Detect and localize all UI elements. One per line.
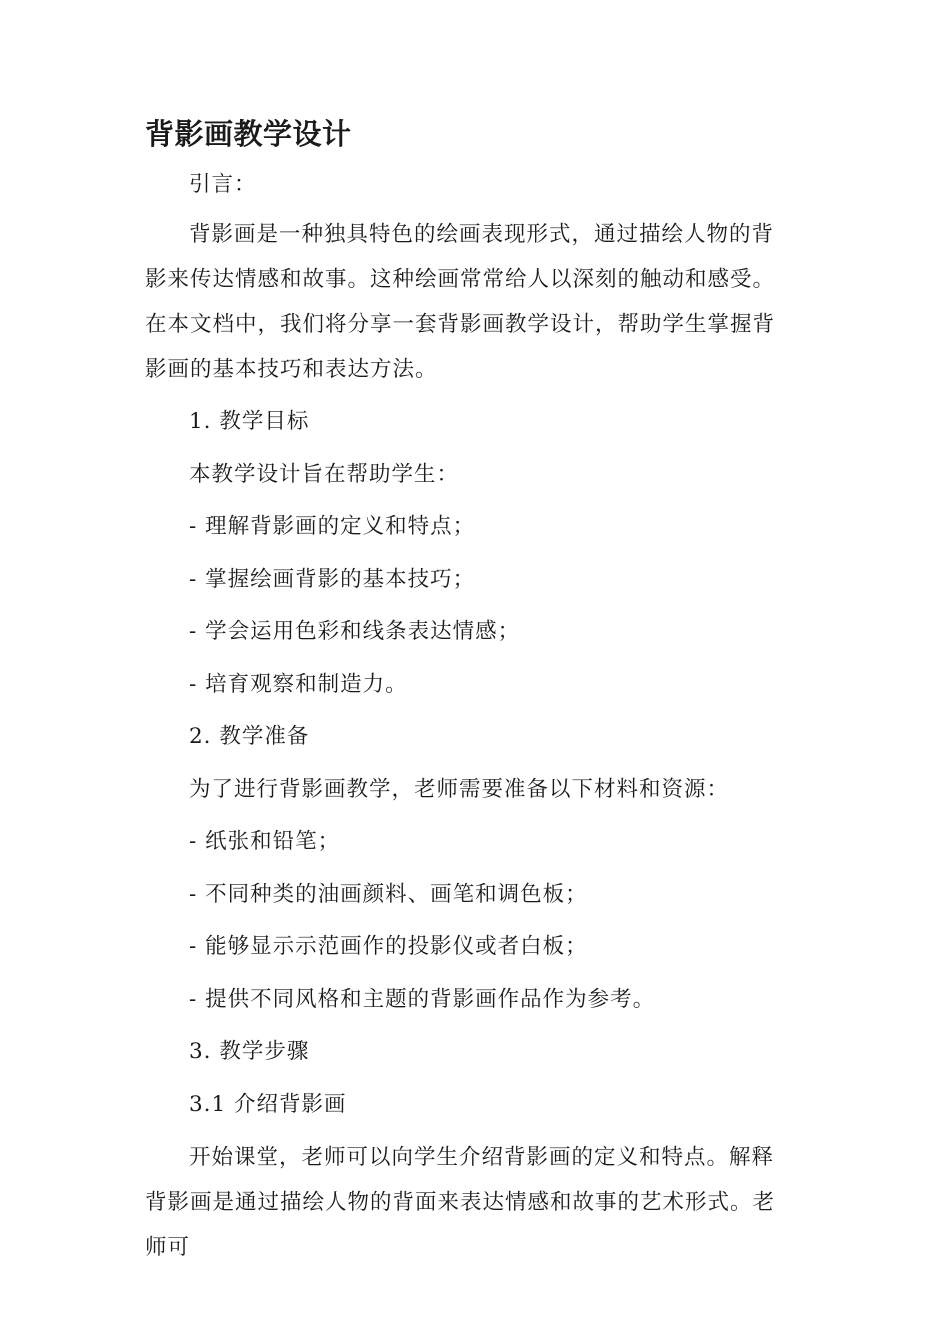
list-item: - 提供不同风格和主题的背影画作品作为参考。 — [189, 987, 656, 1012]
list-item: - 学会运用色彩和线条表达情感； — [189, 619, 521, 644]
section-heading-preparation: 2. 教学准备 — [189, 724, 310, 749]
list-item: - 培育观察和制造力。 — [189, 672, 408, 697]
list-item: - 纸张和铅笔； — [189, 829, 341, 854]
document-title: 背影画教学设计 — [145, 117, 352, 151]
goals-lead: 本教学设计旨在帮助学生： — [189, 462, 460, 487]
intro-label: 引言： — [189, 172, 257, 197]
section-heading-steps: 3. 教学步骤 — [189, 1039, 310, 1064]
list-item: - 掌握绘画背影的基本技巧； — [189, 567, 476, 592]
section-heading-goals: 1. 教学目标 — [189, 409, 310, 434]
preparation-lead: 为了进行背影画教学，老师需要准备以下材料和资源： — [189, 777, 730, 802]
subsection-heading-intro: 3.1 介绍背影画 — [189, 1092, 347, 1117]
list-item: - 理解背影画的定义和特点； — [189, 514, 476, 539]
subsection-paragraph: 开始课堂，老师可以向学生介绍背影画的定义和特点。解释背影画是通过描绘人物的背面来表达情感和故事的艺术形式。老师可 — [145, 1145, 776, 1260]
list-item: - 不同种类的油画颜料、画笔和调色板； — [189, 882, 588, 907]
intro-paragraph: 背影画是一种独具特色的绘画表现形式，通过描绘人物的背影来传达情感和故事。这种绘画常常给人以深刻的触动和感受。在本文档中，我们将分享一套背影画教学设计，帮助学生掌握背影画的基本技巧和表达方法。 — [145, 222, 776, 382]
list-item: - 能够显示示范画作的投影仪或者白板； — [189, 934, 588, 959]
